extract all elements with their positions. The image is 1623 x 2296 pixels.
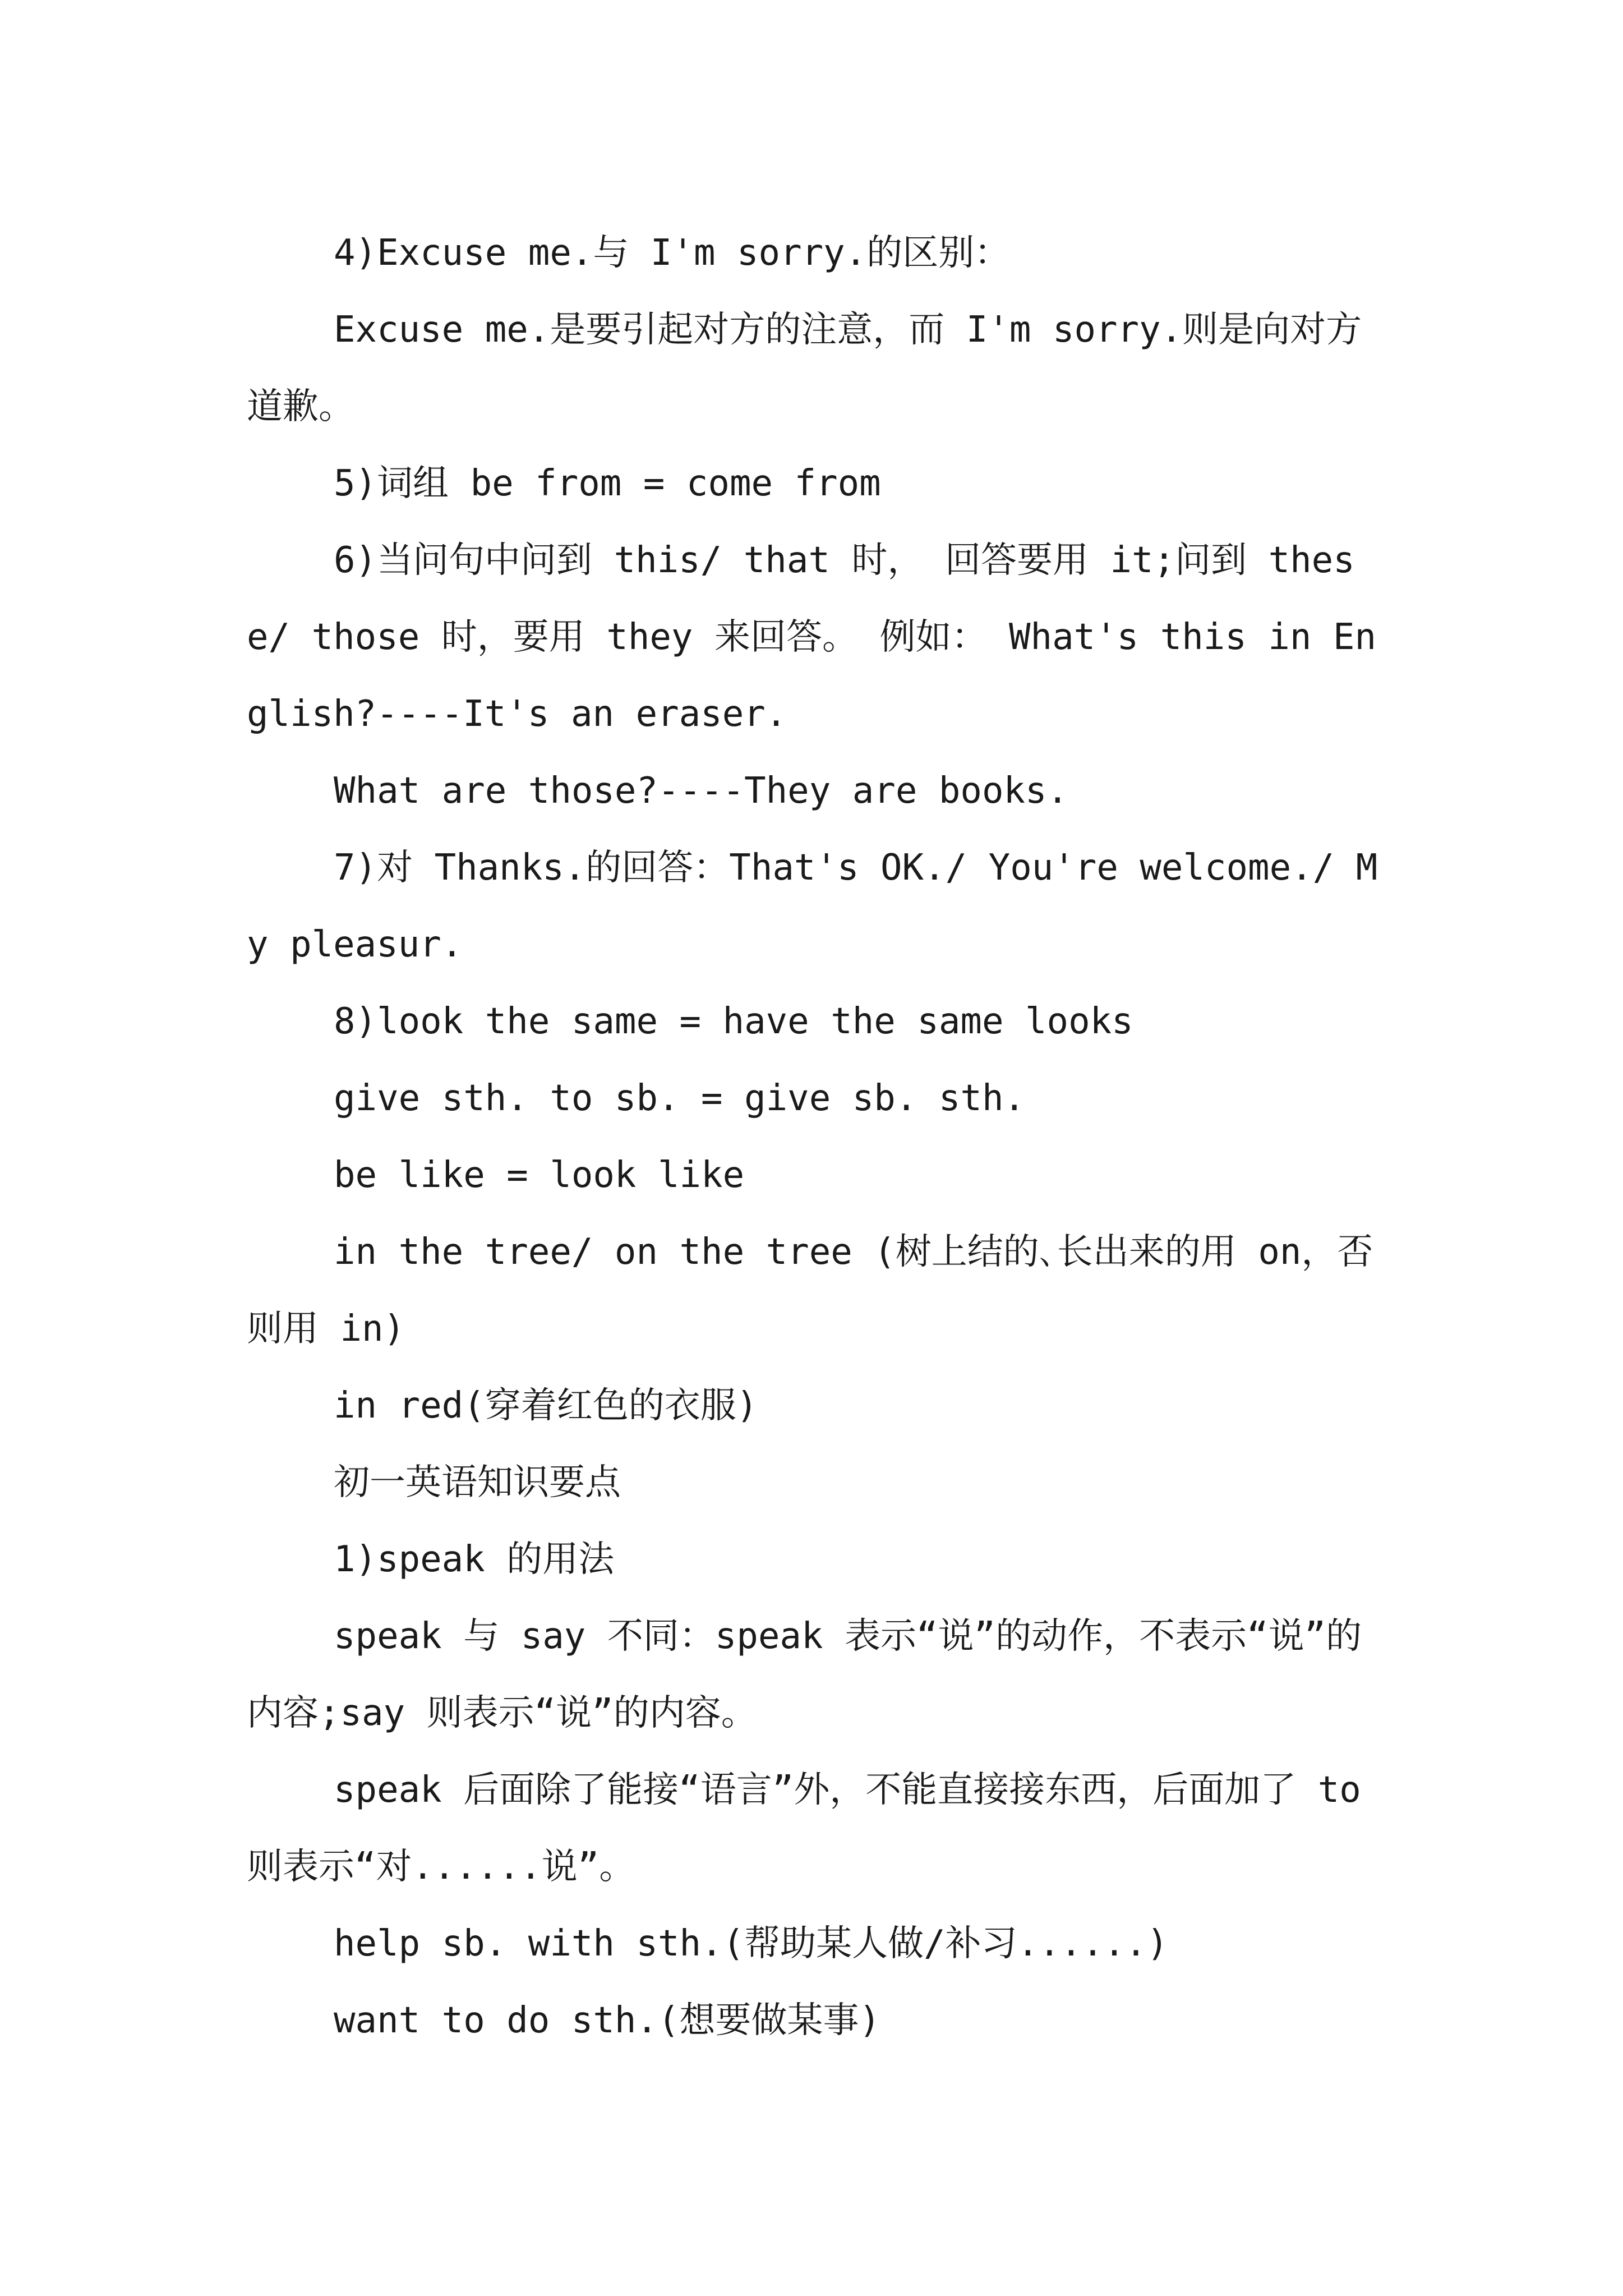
paragraph-speak-vs-say: speak 与 say 不同：speak 表示“说”的动作，不表示“说”的内容;say 则表示“说”的内容。: [247, 1616, 1362, 1734]
section-heading: 初一英语知识要点: [334, 1462, 621, 1503]
paragraph-give-sth: give sth. to sb. = give sb. sth.: [334, 1078, 1025, 1119]
paragraph-look-the-same: 8)look the same = have the same looks: [334, 1001, 1133, 1042]
paragraph-excuse-me-vs-sorry: 4)Excuse me.与 I'm sorry.的区别：: [334, 232, 1011, 274]
paragraph-be-like: be like = look like: [334, 1154, 745, 1196]
paragraph-in-red: in red(穿着红色的衣服): [334, 1385, 758, 1427]
paragraph-want-to-do: want to do sth.(想要做某事): [334, 2000, 881, 2041]
paragraph-excuse-me-explanation: Excuse me.是要引起对方的注意，而 I'm sorry.则是向对方道歉。: [247, 309, 1362, 427]
paragraph-speak-to: speak 后面除了能接“语言”外，不能直接接东西，后面加了 to 则表示“对......说”。: [247, 1769, 1361, 1888]
paragraph-what-are-those: What are those?----They are books.: [334, 770, 1069, 812]
document-body: [247, 215, 1391, 2059]
paragraph-be-from: 5)词组 be from = come from: [334, 463, 881, 504]
paragraph-speak-usage: 1)speak 的用法: [334, 1539, 615, 1580]
paragraph-in-on-tree: in the tree/ on the tree (树上结的､长出来的用 on，否则用 in): [247, 1231, 1373, 1350]
paragraph-thanks-reply: 7)对 Thanks.的回答：That's OK./ You're welcome./ My pleasur.: [247, 847, 1378, 965]
paragraph-help-sb: help sb. with sth.(帮助某人做/补习......): [334, 1923, 1169, 1964]
paragraph-this-that-answer: 6)当问句中问到 this/ that 时， 回答要用 it;问到 these/ those 时，要用 they 来回答。 例如： What's this in English?----It's an eraser.: [247, 540, 1377, 735]
